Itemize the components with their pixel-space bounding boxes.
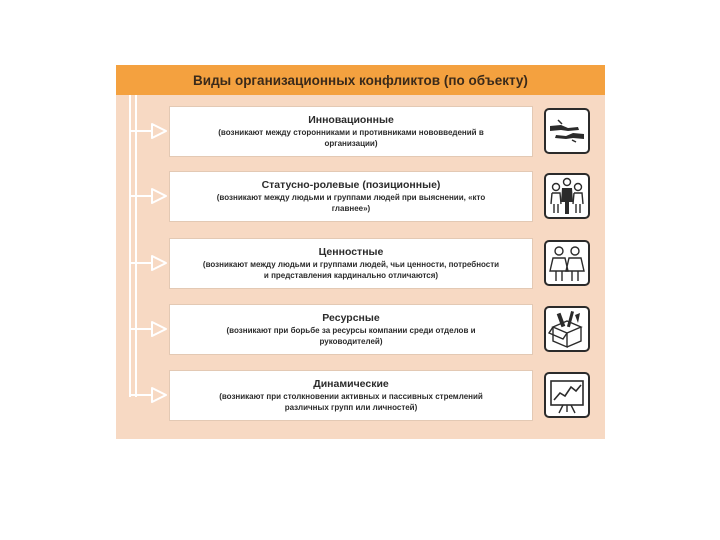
conflict-type-values — [169, 238, 533, 289]
diagram-title: Виды организационных конфликтов (по объекту) — [116, 65, 605, 95]
conflict-type-status-role — [169, 171, 533, 222]
conflict-type-resources — [169, 304, 533, 355]
chart-board-icon — [544, 372, 590, 418]
diagram-panel — [116, 65, 605, 439]
conflict-type-desc: (возникают между людьми и группами людей при выяснении, «кто главнее») — [216, 193, 486, 213]
conflict-type-desc: (возникают при борьбе за ресурсы компании среди отделов и руководителей) — [226, 326, 476, 346]
conflict-type-title: Инновационные — [308, 114, 394, 126]
conflict-type-title: Ресурсные — [322, 312, 380, 324]
resource-box-icon — [544, 306, 590, 352]
conflict-type-dynamic — [169, 370, 533, 421]
conflict-type-desc: (возникают между сторонниками и противниками нововведений в организации) — [218, 128, 484, 148]
conflict-type-innovative — [169, 106, 533, 157]
conflict-type-desc: (возникают между людьми и группами людей, чьи ценности, потребности и представления кардинально отличаются) — [202, 260, 500, 280]
conflict-type-title: Динамические — [313, 378, 389, 390]
bracket-connector — [116, 65, 176, 439]
people-group-icon — [544, 173, 590, 219]
handshake-icon — [544, 108, 590, 154]
two-people-icon — [544, 240, 590, 286]
conflict-type-title: Статусно-ролевые (позиционные) — [261, 179, 441, 191]
conflict-type-title: Ценностные — [318, 246, 384, 258]
conflict-type-desc: (возникают при столкновении активных и пассивных стремлений различных групп или личностей) — [219, 392, 483, 412]
